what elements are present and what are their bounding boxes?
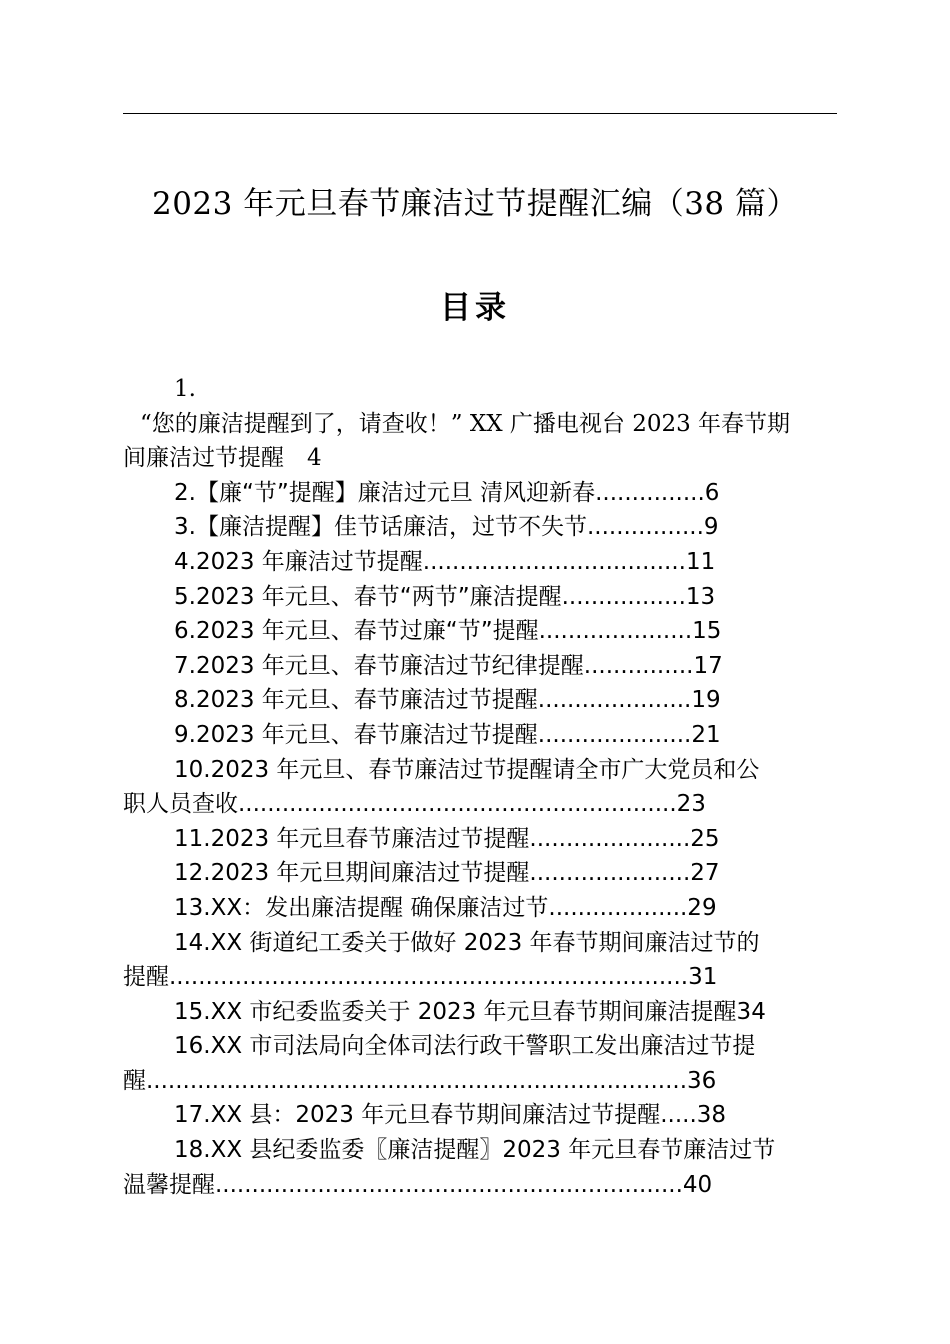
toc-entry-12[interactable]: 12.2023 年元旦期间廉洁过节提醒......................27 <box>174 860 720 887</box>
toc-entry-16-line-2[interactable]: 醒..........................................................................36 <box>123 1067 717 1094</box>
toc-entry-1-line-2[interactable]: 间廉洁过节提醒 4 <box>123 445 322 472</box>
toc-entry-6[interactable]: 6.2023 年元旦、春节过廉“节”提醒.....................15 <box>174 618 722 645</box>
toc-heading: 目录 <box>440 290 510 326</box>
toc-entry-4[interactable]: 4.2023 年廉洁过节提醒....................................11 <box>174 548 716 575</box>
document-title: 2023 年元旦春节廉洁过节提醒汇编（38 篇） <box>151 186 799 222</box>
toc-entry-10-line-2[interactable]: 职人员查收............................................................23 <box>123 791 706 818</box>
toc-entry-11[interactable]: 11.2023 年元旦春节廉洁过节提醒......................25 <box>174 825 720 852</box>
toc-entry-15[interactable]: 15.XX 市纪委监委关于 2023 年元旦春节期间廉洁提醒34 <box>174 998 766 1025</box>
toc-entry-5[interactable]: 5.2023 年元旦、春节“两节”廉洁提醒.................13 <box>174 583 716 610</box>
toc-entry-17[interactable]: 17.XX 县：2023 年元旦春节期间廉洁过节提醒.....38 <box>174 1102 727 1129</box>
table-of-contents <box>123 372 837 1202</box>
header-rule <box>123 113 837 114</box>
toc-entry-10-line-1[interactable]: 10.2023 年元旦、春节廉洁过节提醒请全市广大党员和公 <box>174 756 760 783</box>
toc-entry-1-number[interactable]: 1. <box>174 376 196 402</box>
toc-entry-7[interactable]: 7.2023 年元旦、春节廉洁过节纪律提醒...............17 <box>174 652 723 679</box>
toc-entry-14-line-2[interactable]: 提醒.......................................................................31 <box>123 964 718 991</box>
toc-entry-13[interactable]: 13.XX：发出廉洁提醒 确保廉洁过节...................29 <box>174 894 717 921</box>
toc-entry-1-line-1[interactable]: “您的廉洁提醒到了，请查收！” XX 广播电视台 2023 年春节期 <box>140 410 791 437</box>
toc-entry-8[interactable]: 8.2023 年元旦、春节廉洁过节提醒.....................19 <box>174 687 721 714</box>
toc-entry-2[interactable]: 2.【廉“节”提醒】廉洁过元旦 清风迎新春...............6 <box>174 479 720 506</box>
toc-entry-9[interactable]: 9.2023 年元旦、春节廉洁过节提醒.....................21 <box>174 721 721 748</box>
toc-entry-16-line-1[interactable]: 16.XX 市司法局向全体司法行政干警职工发出廉洁过节提 <box>174 1033 756 1060</box>
toc-entry-3[interactable]: 3.【廉洁提醒】佳节话廉洁，过节不失节................9 <box>174 514 719 541</box>
toc-entry-14-line-1[interactable]: 14.XX 街道纪工委关于做好 2023 年春节期间廉洁过节的 <box>174 929 760 956</box>
toc-entry-18-line-1[interactable]: 18.XX 县纪委监委〖廉洁提醒〗2023 年元旦春节廉洁过节 <box>174 1137 776 1164</box>
toc-entry-18-line-2[interactable]: 温馨提醒................................................................40 <box>123 1171 713 1198</box>
